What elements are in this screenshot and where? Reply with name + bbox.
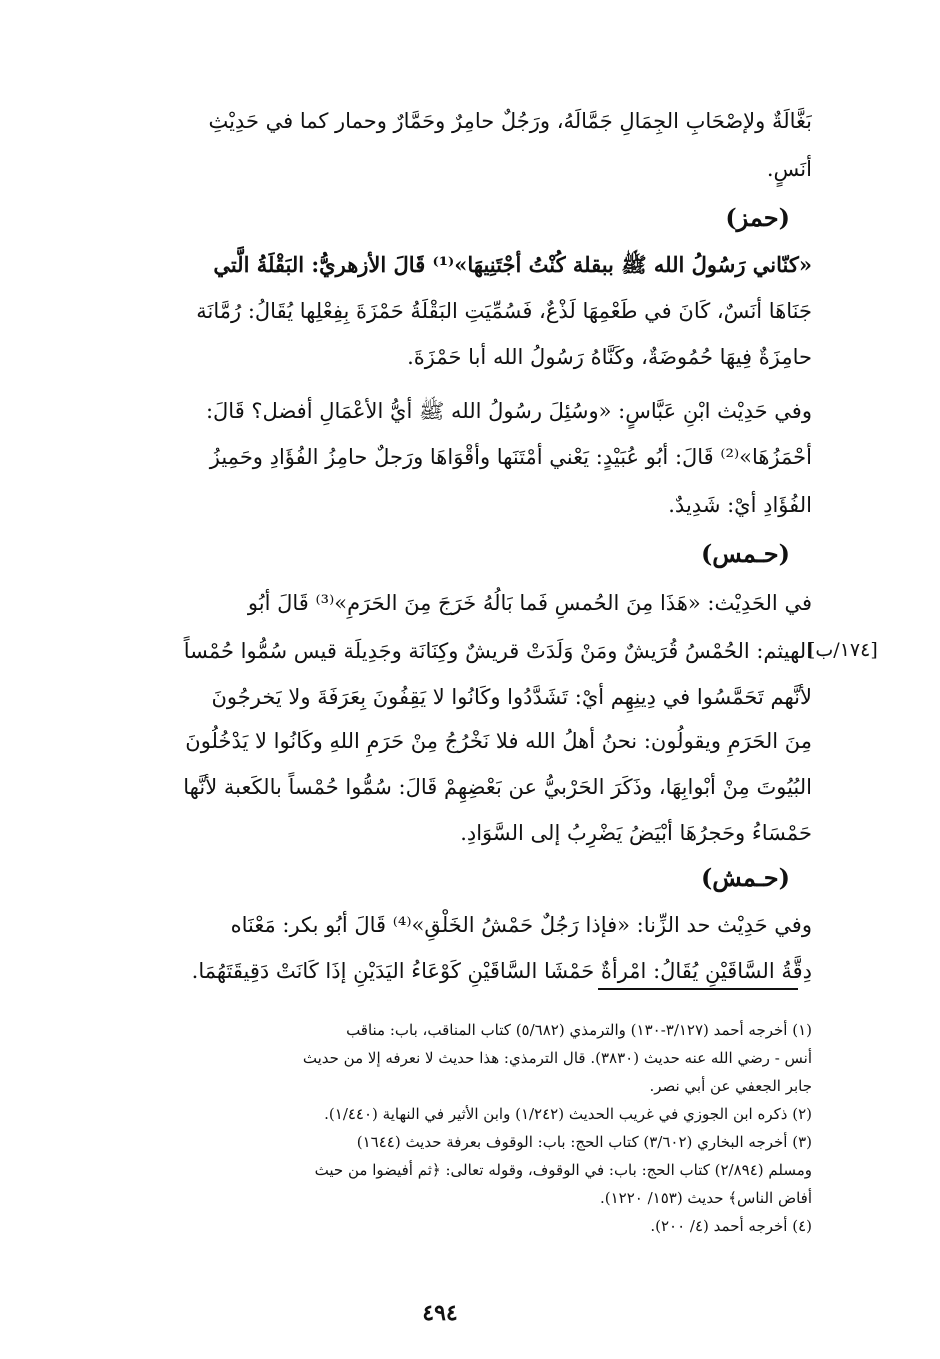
footnote-line-2: أنس - رضي الله عنه حديث (٣٨٣٠). قال الترمذي: هذا حديث لا نعرفه إلا من حديث <box>302 1049 812 1067</box>
footnote-line-5: (٣) أخرجه البخاري (٣/٦٠٢) كتاب الحج: باب: الوقوف بعرفة حديث (١٦٤٤) <box>356 1133 812 1151</box>
footnote-line-1: (١) أخرجه أحمد (٣/١٢٧-١٣٠) والترمذي (٥/٦٨٢) كتاب المناقب، باب: مناقب <box>346 1021 812 1039</box>
body-line-9: في الحَدِيْث: «هَذَا مِنَ الحُمسِ فَما بَالُهُ خَرَجَ مِنَ الحَرَمِ»⁽³⁾ قَالَ أبُو <box>247 591 812 615</box>
body-line-1: بَغَّالَةٌ ولإصْحَابِ الجِمَالِ جَمَّالَهُ، ورَجُلٌ حامِرٌ وحَمَّارٌ وحمار كما في حَدِيْثِ <box>208 109 812 133</box>
section-heading-hamsh: (حـمش) <box>700 863 790 892</box>
body-line-6: وفي حَدِيْث ابْنِ عَبَّاسٍ: «وسُئِلَ رسُولُ الله ﷺ أيُّ الأعْمَالِ أفضل؟ قَالَ: <box>205 399 812 423</box>
body-line-12: مِنَ الحَرَمِ ويقولُون: نحنُ أهلُ الله فلا نَخْرُجُ مِنْ حَرَمِ اللهِ وكَانُوا لا يَدْخُلُونَ <box>185 729 812 753</box>
body-line-15: وفي حَدِيْث حد الزِّنا: «فإذا رَجُلٌ حَمْشُ الخَلْقِ»⁽⁴⁾ قَالَ أبُو بكر: مَعْنَاه <box>230 913 812 937</box>
footnote-line-6: ومسلم (٢/٨٩٤) كتاب الحج: باب: في الوقوف، وقوله تعالى: ﴿ثم أفيضوا من حيث <box>314 1161 812 1179</box>
body-line-10: الهيثم: الحُمْسُ قُرَيشٌ ومَنْ وَلَدَتْ قريشٌ وكِنَانَة وجَدِيلَة قيس سُمُّوا حُمْساً <box>183 639 812 663</box>
section-heading-hams: (حـمس) <box>700 539 790 568</box>
footnote-line-7: أفاض الناس﴾ حديث (١٥٣/ ١٢٢٠). <box>599 1189 812 1207</box>
footnote-line-3: جابر الجعفي عن أبي نصر. <box>649 1077 812 1095</box>
manuscript-folio-note: [١٧٤/ب] <box>808 639 878 661</box>
body-line-8: الفُؤَادِ أيْ: شَدِيدٌ. <box>668 493 812 517</box>
footnote-line-4: (٢) ذكره ابن الجوزي في غريب الحديث (١/٢٤٢) وابن الأثير في النهاية (١/٤٤٠). <box>324 1105 812 1123</box>
body-line-5: حامِزَةٌ فِيهَا حُمُوضَةٌ، وكَنَّاهُ رَسُولُ الله أبا حَمْزَةَ. <box>407 345 812 369</box>
page-number: ٤٩٤ <box>422 1300 458 1326</box>
body-line-13: البُيُوتَ مِنْ أبْوابِهَا، وذَكَرَ الحَرْبيُّ عن بَعْضِهِمْ قَالَ: سُمُّوا حُمْساً بالكَعبة لأنَّها <box>183 775 812 799</box>
body-line-4: جَنَاهَا أنَسٌ، كَانَ في طَعْمِهَا لَذْعٌ، فَسُمِّيَتِ البَقْلَةُ حَمْزَةَ بِفِعْلِها يُقَالُ: رُمَّانَة <box>196 299 812 323</box>
footnote-divider <box>598 988 798 990</box>
body-line-7: أحْمَزُهَا»⁽²⁾ قَالَ: أبُو عُبَيْدٍ: يَعْني أمْتَنَها وأقْوَاهَا ورَجلٌ حامِزُ الفُؤَادِ وحَمِيزُ <box>209 445 812 469</box>
section-heading-hamz: (حمز) <box>725 203 790 232</box>
footnote-line-8: (٤) أخرجه أحمد (٤/ ٢٠٠). <box>650 1217 812 1235</box>
body-line-16: دِقَّةُ السَّاقَيْنِ يُقَالُ: امْرأةٌ حَمْشَا السَّاقَيْنِ كَوْعَاءُ اليَدَيْنِ إذَا كَانَتْ دَقِيقَتَهُمَا. <box>191 959 812 983</box>
body-line-11: لأنَّهم تَحَمَّسُوا في دِينِهِم أيْ: تَشَدَّدُوا وكَانُوا لا يَقِفُونَ بِعَرَفَةَ ولا يَخرجُونَ <box>211 685 812 709</box>
body-line-3: «كنّاني رَسُولُ الله ﷺ ببقلة كُنْتُ أجْتَنِيهَا»⁽¹⁾ قَالَ الأزهريُّ: البَقْلَةُ الَّتي <box>213 252 812 277</box>
body-line-14: حَمْسَاءُ وحَجرُهَا أبْيَضُ يَضْرِبُ إلى السَّوَادِ. <box>460 821 812 845</box>
body-line-2: أنَسٍ. <box>766 157 812 181</box>
